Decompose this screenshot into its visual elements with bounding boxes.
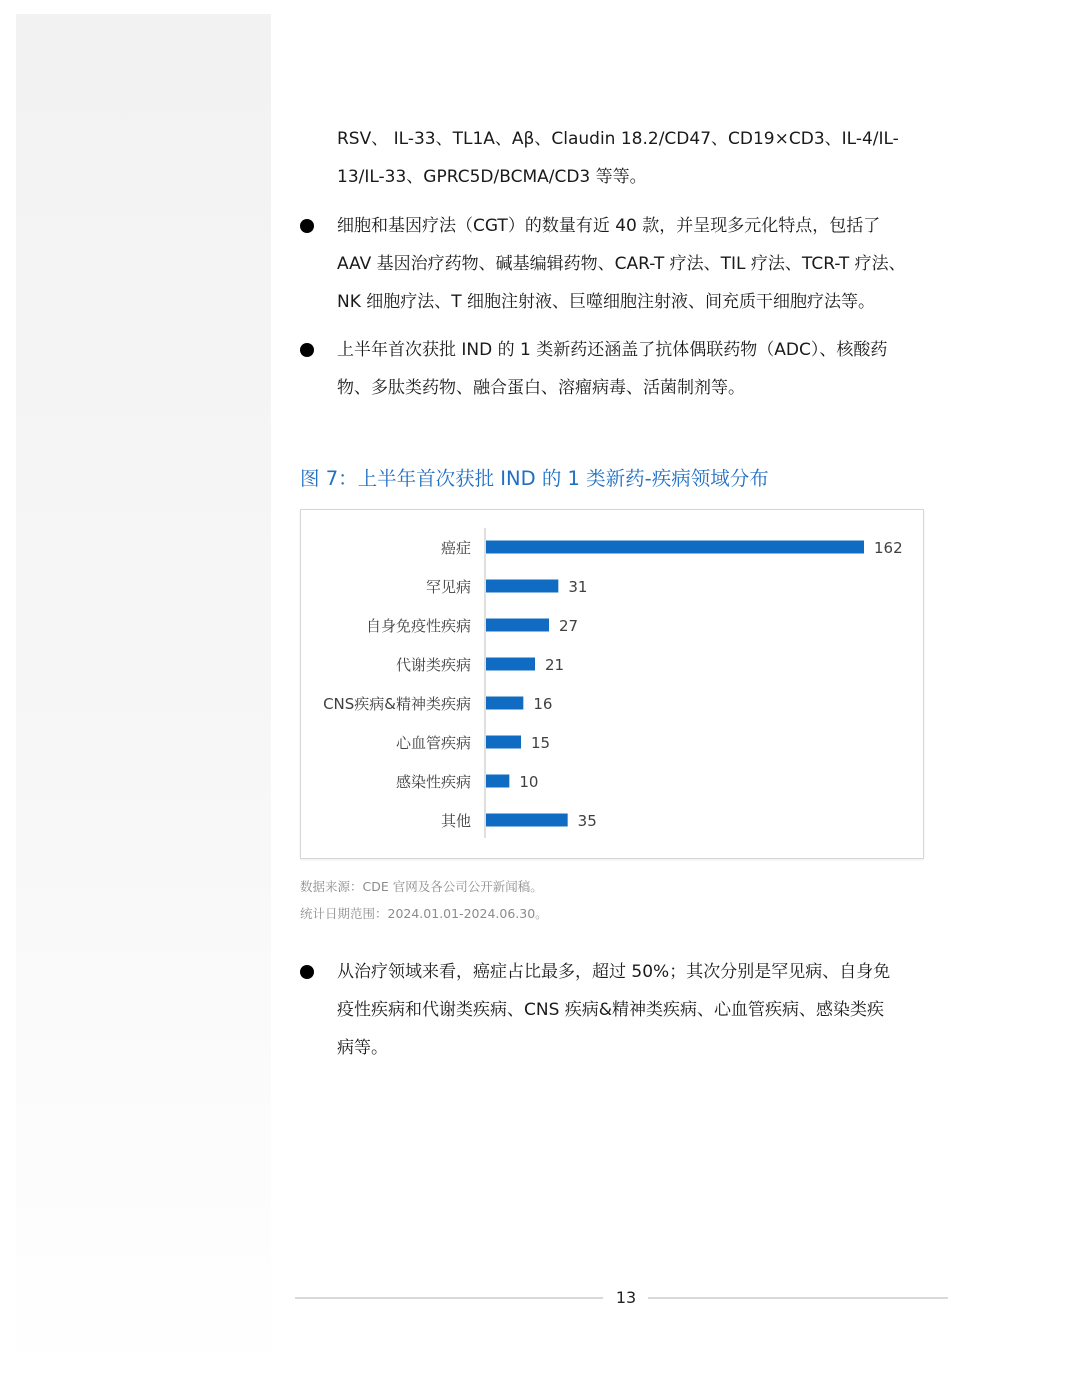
bullet-icon bbox=[300, 343, 314, 357]
bar bbox=[486, 814, 568, 827]
bar bbox=[486, 580, 558, 593]
text-line: NK 细胞疗法、T 细胞注射液、巨噬细胞注射液、间充质干细胞疗法等。 bbox=[337, 292, 876, 312]
figure-date-range: 统计日期范围：2024.01.01-2024.06.30。 bbox=[300, 906, 548, 921]
category-label: 感染性疾病 bbox=[395, 773, 471, 791]
data-label: 21 bbox=[545, 656, 565, 674]
bar bbox=[486, 736, 521, 749]
bullet-icon bbox=[300, 965, 314, 979]
bar bbox=[486, 775, 509, 788]
paragraph-modalities bbox=[337, 331, 957, 407]
bar bbox=[486, 619, 549, 632]
paragraph-targets-continued bbox=[337, 120, 957, 196]
bar bbox=[486, 697, 523, 710]
text-line: 13/IL-33、GPRC5D/BCMA/CD3 等等。 bbox=[337, 167, 647, 187]
text-line: RSV、 IL-33、TL1A、Aβ、Claudin 18.2/CD47、CD19×CD3、IL-4/IL- bbox=[337, 129, 899, 149]
bullet-icon bbox=[300, 219, 314, 233]
data-label: 15 bbox=[531, 734, 551, 752]
text-line: 疫性疾病和代谢类疾病、CNS 疾病&精神类疾病、心血管疾病、感染类疾 bbox=[337, 1000, 885, 1020]
text-line: 物、多肽类药物、融合蛋白、溶瘤病毒、活菌制剂等。 bbox=[337, 378, 745, 398]
category-label: 其他 bbox=[440, 812, 471, 830]
category-label: 自身免疫性疾病 bbox=[365, 617, 471, 635]
text-line: 上半年首次获批 IND 的 1 类新药还涵盖了抗体偶联药物（ADC）、核酸药 bbox=[337, 340, 888, 360]
footer-divider-right bbox=[648, 1297, 948, 1299]
data-label: 162 bbox=[874, 539, 903, 557]
data-label: 27 bbox=[559, 617, 579, 635]
paragraph-therapeutic-areas bbox=[337, 953, 957, 1067]
text-line: AAV 基因治疗药物、碱基编辑药物、CAR-T 疗法、TIL 疗法、TCR-T 疗法、 bbox=[337, 254, 906, 274]
category-label: 心血管疾病 bbox=[395, 734, 471, 752]
figure-title: 图 7：上半年首次获批 IND 的 1 类新药-疾病领域分布 bbox=[300, 467, 769, 490]
text-line: 从治疗领域来看，癌症占比最多，超过 50%；其次分别是罕见病、自身免 bbox=[337, 962, 891, 982]
footer-divider-left bbox=[295, 1297, 603, 1299]
figure-source: 数据来源：CDE 官网及各公司公开新闻稿。 bbox=[300, 879, 543, 894]
bar bbox=[486, 658, 535, 671]
bar-chart-frame bbox=[300, 509, 924, 859]
data-label: 10 bbox=[519, 773, 539, 791]
data-label: 16 bbox=[533, 695, 553, 713]
data-label: 31 bbox=[568, 578, 588, 596]
paragraph-cgt bbox=[337, 207, 957, 321]
category-label: 癌症 bbox=[440, 539, 471, 557]
category-label: CNS疾病&精神类疾病 bbox=[323, 695, 471, 713]
category-label: 代谢类疾病 bbox=[395, 656, 471, 674]
side-decoration-band bbox=[16, 14, 271, 1384]
bar bbox=[486, 541, 864, 554]
bar-chart bbox=[301, 510, 923, 858]
text-line: 病等。 bbox=[337, 1038, 388, 1058]
page-number: 13 bbox=[615, 1288, 637, 1307]
text-line: 细胞和基因疗法（CGT）的数量有近 40 款，并呈现多元化特点，包括了 bbox=[337, 216, 881, 236]
category-label: 罕见病 bbox=[425, 578, 471, 596]
data-label: 35 bbox=[577, 812, 597, 830]
